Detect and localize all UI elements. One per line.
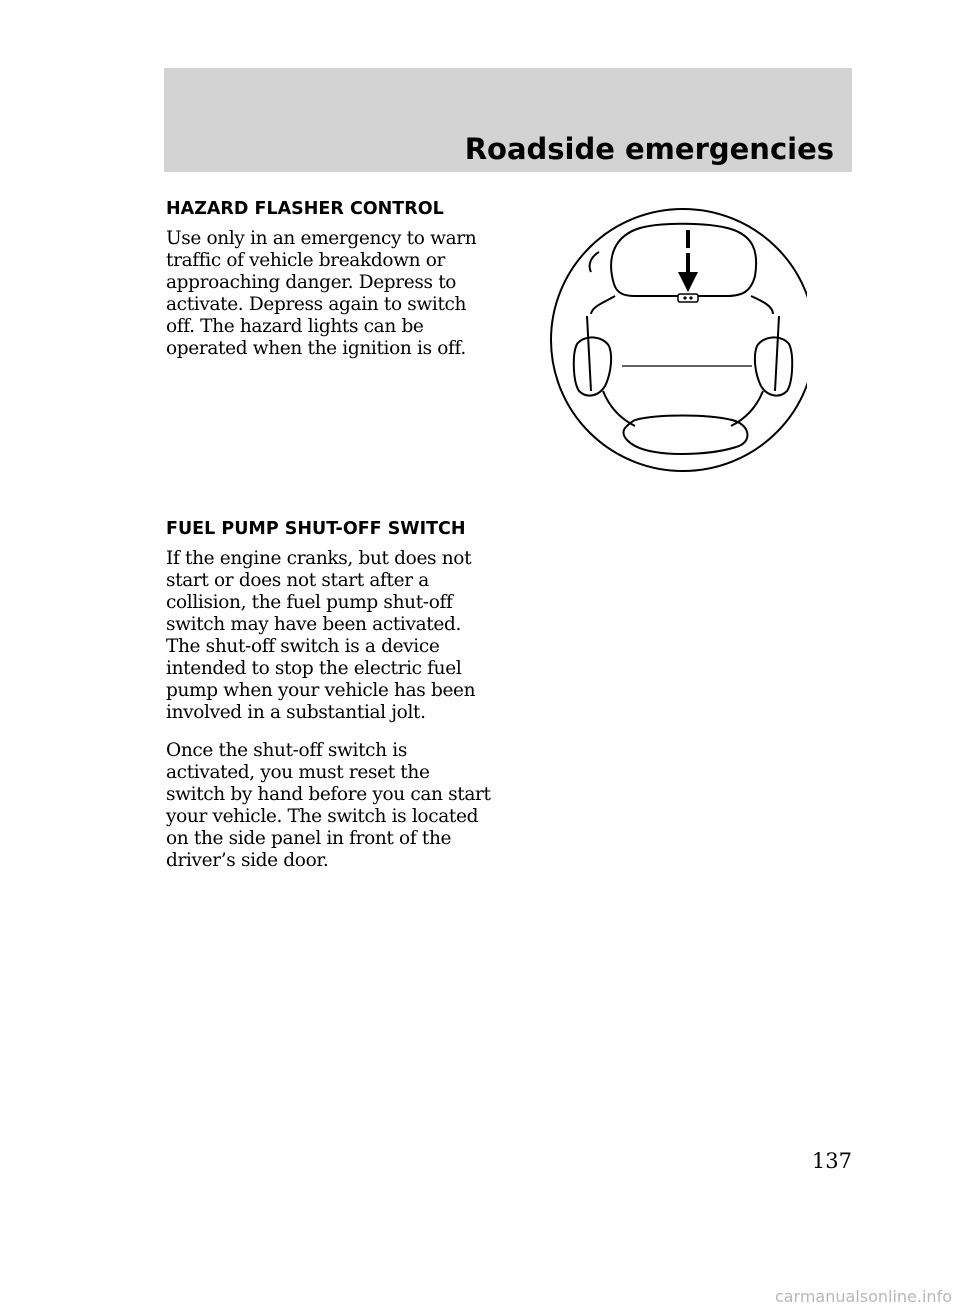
hazard-heading: HAZARD FLASHER CONTROL	[166, 199, 444, 219]
text-line: Use only in an emergency to warn	[166, 228, 477, 249]
text-line: traffic of vehicle breakdown or	[166, 250, 445, 271]
steering-wheel-figure	[547, 186, 807, 476]
text-line: activated, you must reset the	[166, 762, 430, 783]
text-line: switch may have been activated.	[166, 614, 461, 635]
page-number: 137	[811, 1149, 852, 1173]
text-line: activate. Depress again to switch	[166, 294, 467, 315]
text-line: collision, the fuel pump shut-off	[166, 592, 453, 613]
text-line: driver’s side door.	[166, 850, 329, 871]
text-line: intended to stop the electric fuel	[166, 658, 462, 679]
text-line: If the engine cranks, but does not	[166, 548, 472, 569]
fuel-pump-paragraph-2	[166, 740, 506, 872]
text-line: switch by hand before you can start	[166, 784, 491, 805]
text-line: Once the shut-off switch is	[166, 740, 407, 761]
text-line: The shut-off switch is a device	[166, 636, 440, 657]
text-line: approaching danger. Depress to	[166, 272, 457, 293]
page-section-title: Roadside emergencies	[464, 132, 834, 166]
text-line: pump when your vehicle has been	[166, 680, 476, 701]
fuel-pump-heading: FUEL PUMP SHUT-OFF SWITCH	[166, 519, 466, 539]
text-line: off. The hazard lights can be	[166, 316, 424, 337]
text-line: start or does not start after a	[166, 570, 429, 591]
text-line: involved in a substantial jolt.	[166, 702, 426, 723]
hazard-section	[166, 199, 506, 376]
steering-wheel-hazard-button-icon	[547, 186, 807, 476]
header-band	[164, 68, 852, 172]
text-line: on the side panel in front of the	[166, 828, 452, 849]
hazard-paragraph	[166, 228, 506, 360]
text-line: your vehicle. The switch is located	[166, 806, 479, 827]
fuel-pump-paragraph-1	[166, 548, 506, 724]
fuel-pump-section	[166, 519, 506, 888]
text-line: operated when the ignition is off.	[166, 338, 466, 359]
watermark-text: carmanualsonline.info	[774, 1287, 952, 1306]
